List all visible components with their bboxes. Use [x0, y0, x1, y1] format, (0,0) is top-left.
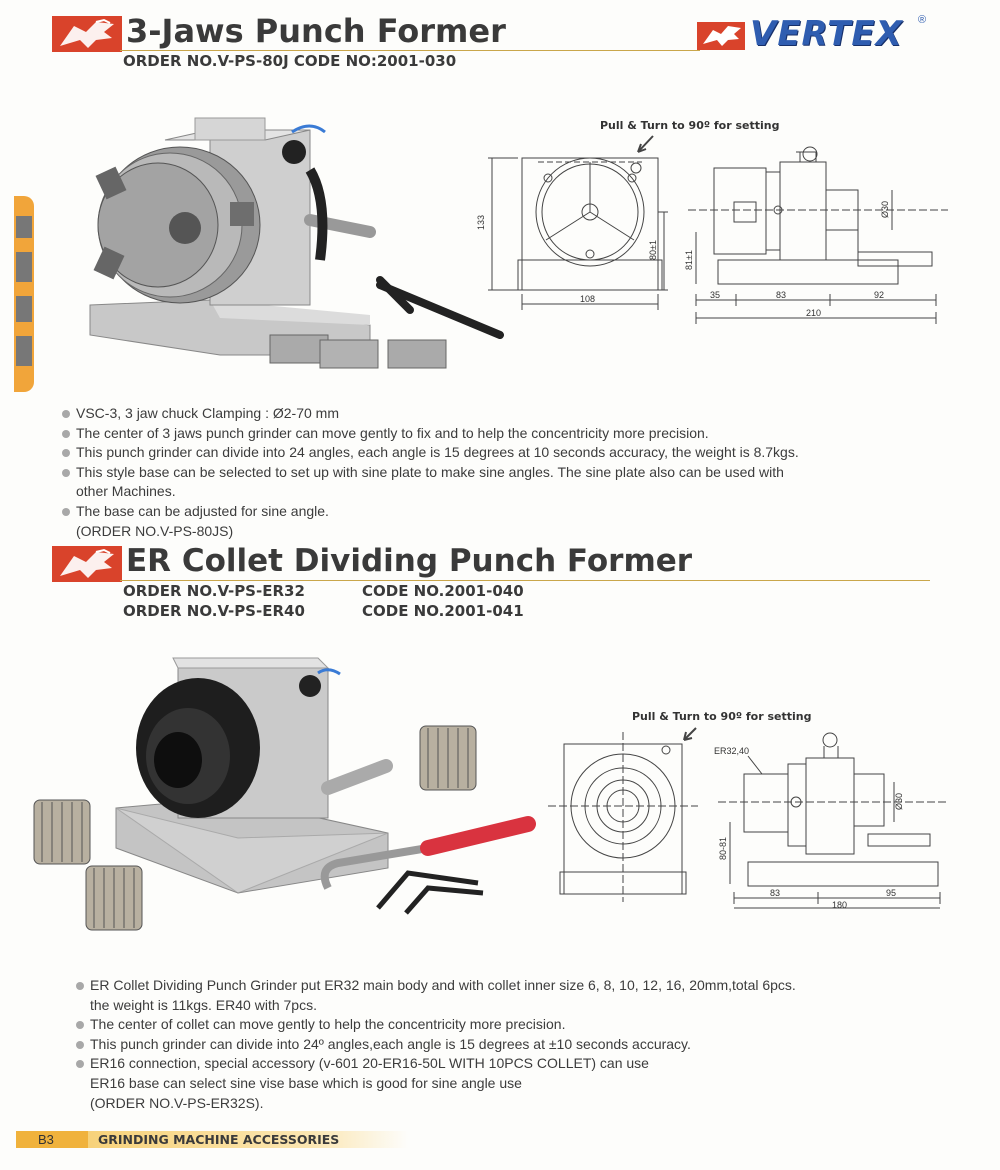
dim-side-a: 35 [710, 290, 721, 300]
section1-callout: Pull & Turn to 90º for setting [600, 119, 780, 132]
dim-side-b: 83 [776, 290, 787, 300]
dim-side-total: 210 [806, 308, 822, 318]
list-item: ER16 connection, special accessory (v-601 20-ER16-50L WITH 10PCS COLLET) can use [76, 1054, 976, 1074]
list-item: The base can be adjusted for sine angle. [62, 502, 962, 522]
dim-side2-b: 95 [886, 888, 897, 898]
section1-rule [120, 50, 700, 51]
list-item-continuation: other Machines. [76, 483, 176, 500]
section2-order-2: ORDER NO.V-PS-ER40 [123, 602, 305, 620]
dim-front-width: 108 [580, 294, 596, 304]
section2-rule [120, 580, 930, 581]
section2-code-1: CODE NO.2001-040 [362, 582, 524, 600]
three-jaw-punch-former-image [70, 110, 520, 380]
eagle-logo-icon [52, 16, 122, 52]
list-item-continuation: the weight is 11kgs. ER40 with 7pcs. [90, 996, 317, 1013]
section1-feature-list [62, 404, 962, 541]
list-item: This punch grinder can divide into 24 angles, each angle is 15 degrees at 10 seconds accuracy, the weight is 8.7kgs. [62, 443, 962, 463]
dim-front-height: 133 [476, 214, 486, 230]
page-number: B3 [16, 1131, 88, 1148]
eagle-logo-icon [52, 546, 122, 582]
dim-side-c: 92 [874, 290, 885, 300]
section1-technical-drawing [478, 132, 948, 332]
list-item: This style base can be selected to set up with sine plate to make sine angles. The sine plate also can be used with [62, 463, 962, 483]
list-item: VSC-3, 3 jaw chuck Clamping : Ø2-70 mm [62, 404, 962, 424]
dim-side-shaft: Ø30 [880, 200, 890, 218]
side-thumbnail-tab [14, 196, 34, 392]
list-item-continuation: ER16 base can select sine vise base which is good for sine angle use [90, 1074, 522, 1091]
dim-collet-label: ER32,40 [714, 746, 750, 756]
section2-feature-list [76, 976, 976, 1113]
section2-title: ER Collet Dividing Punch Former [126, 543, 693, 579]
section2-order-1: ORDER NO.V-PS-ER32 [123, 582, 305, 600]
dim-side2-a: 83 [770, 888, 781, 898]
section2-technical-drawing [548, 722, 948, 917]
list-item: The center of collet can move gently to help the concentricity more precision. [76, 1015, 976, 1035]
registered-mark: ® [918, 14, 927, 26]
section2-callout: Pull & Turn to 90º for setting [632, 710, 812, 723]
section2-code-2: CODE NO.2001-041 [362, 602, 524, 620]
dim-side2-shaft: Ø30 [894, 792, 904, 810]
dim-front-center: 80±1 [648, 240, 658, 260]
section1-order-line: ORDER NO.V-PS-80J CODE NO:2001-030 [123, 52, 457, 70]
footer-category: GRINDING MACHINE ACCESSORIES [88, 1131, 408, 1148]
list-item: ER Collet Dividing Punch Grinder put ER32 main body and with collet inner size 6, 8, 10, 12, 16, 20mm,total 6pcs. [76, 976, 976, 996]
section1-title: 3-Jaws Punch Former [126, 12, 506, 50]
dim-side2-total: 180 [832, 900, 848, 910]
er-collet-punch-former-image [28, 648, 548, 938]
list-item-continuation: (ORDER NO.V-PS-ER32S). [90, 1094, 264, 1111]
vertex-logo-text: VERTEX [750, 14, 903, 54]
vertex-eagle-icon [697, 22, 745, 50]
dim-side2-height: 80-81 [718, 836, 728, 860]
list-item: This punch grinder can divide into 24º angles,each angle is 15 degrees at ±10 seconds accuracy. [76, 1035, 976, 1055]
list-item: The center of 3 jaws punch grinder can move gently to fix and to help the concentricity more precision. [62, 424, 962, 444]
dim-side-height: 81±1 [684, 250, 694, 270]
list-item-continuation: (ORDER NO.V-PS-80JS) [76, 522, 234, 539]
